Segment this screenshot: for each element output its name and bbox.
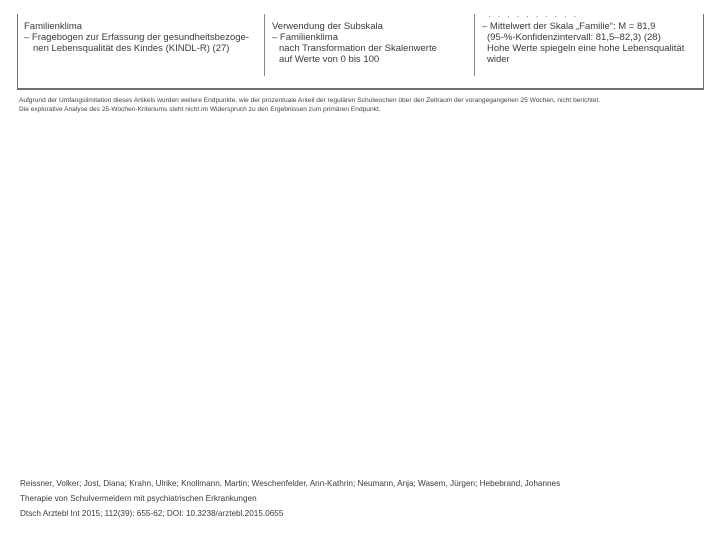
- cell-line: Hohe Werte spiegeln eine hohe Lebensqualität: [487, 43, 685, 54]
- citation-authors: Reissner, Volker; Jost, Diana; Krahn, Ulrike; Knollmann, Martin; Weschenfelder, Ann-Kathrin; Neumann, Anja; Wasem, Jürgen; Hebebrand, Johannes: [20, 479, 561, 488]
- cell-line: Familienklima: [24, 21, 83, 32]
- citation-reference: Dtsch Arztebl Int 2015; 112(39): 655-62; DOI: 10.3238/arztebl.2015.0655: [20, 509, 284, 518]
- table-footnotes: [19, 96, 600, 114]
- cell-line: wider: [487, 54, 510, 65]
- cell-line: Verwendung der Subskala: [272, 21, 383, 32]
- table-cell-usage: [272, 21, 437, 65]
- cell-line: – Fragebogen zur Erfassung der gesundheitsbezoge-: [24, 32, 249, 43]
- column-divider: [264, 14, 265, 76]
- cell-line: – Mittelwert der Skala „Familie“: M = 81,9: [482, 21, 656, 32]
- footnote-line: Die explorative Analyse des 25-Wochen-Kriteriums steht nicht im Widerspruch zu den Ergebnissen zum primären Endpunkt.: [19, 106, 381, 113]
- cell-line: nen Lebensqualität des Kindes (KINDL-R) (27): [33, 43, 230, 54]
- cell-line: (95-%-Konfidenzintervall: 81,5–82,3) (28): [487, 32, 661, 43]
- cell-line: auf Werte von 0 bis 100: [279, 54, 380, 65]
- table-cell-instrument: [24, 21, 249, 54]
- cell-line: nach Transformation der Skalenwerte: [279, 43, 437, 54]
- column-divider: [474, 14, 475, 76]
- cell-line: – Familienklima: [272, 32, 338, 43]
- footnote-line: Aufgrund der Umfangslimitation dieses Artikels wurden weitere Endpunkte, wie der prozentuale Anteil der regulären Schulwochen über den Zeitraum der vorangegangenen 25 Wochen, nicht berichtet.: [19, 97, 601, 104]
- citation-title: Therapie von Schulvermeidern mit psychiatrischen Erkrankungen: [20, 494, 257, 503]
- table-cell-reference-values: [482, 21, 684, 65]
- table-top-fragment: · · · · · · · · · ·: [488, 11, 579, 21]
- citation: [20, 476, 560, 521]
